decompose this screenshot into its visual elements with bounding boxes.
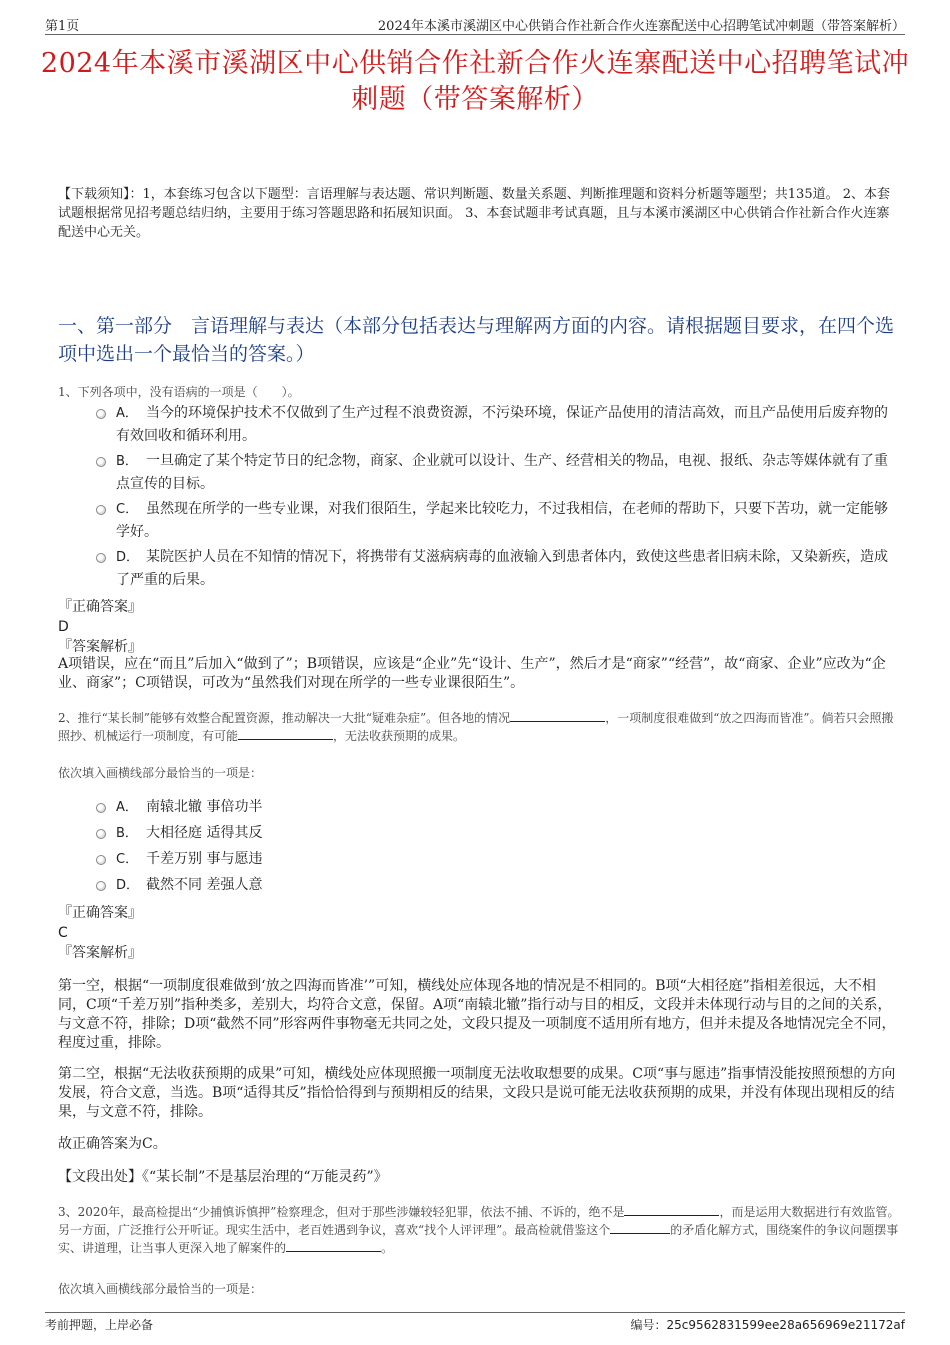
q1-option-d[interactable]: D． 某院医护人员在不知情的情况下，将携带有艾滋病病毒的血液输入到患者体内，致使这些患者旧病未除，又染新疾，造成了严重的后果。 — [92, 546, 895, 591]
q1-analysis: A项错误，应在“而且”后加入“做到了”；B项错误，应该是“企业”先“设计、生产”，然后才是“商家”“经营”，故“商家、企业”应改为“企业、商家”；C项错误，可改为“虽然我们对现在所学的一些专业课很陌生”。 — [58, 656, 886, 691]
q1-answer — [58, 597, 900, 657]
answer-label: 『正确答案』 — [58, 905, 142, 921]
q2-stem: 2、推行“某长制”能够有效整合配置资源，推动解决一大批“疑难杂症”。但各地的情况 ，一项制度很难做到“放之四海而皆准”。倘若只会照搬照抄、机械运行一项制度，有可能 ，无法收获预期的成果。 — [58, 711, 894, 743]
q1-options — [92, 402, 895, 594]
radio-icon[interactable] — [96, 803, 106, 813]
fill-blank — [510, 709, 605, 722]
section-heading: 一、第一部分 言语理解与表达（本部分包括表达与理解两方面的内容。请根据题目要求，在四个选项中选出一个最恰当的答案。） — [58, 315, 895, 365]
radio-icon[interactable] — [96, 855, 106, 865]
fill-blank — [624, 1203, 719, 1216]
fill-blank — [286, 1239, 381, 1252]
q2-option-a[interactable]: A． 南辕北辙 事倍功半 — [92, 796, 895, 819]
answer-label: 『正确答案』 — [58, 599, 142, 615]
answer-value: D — [58, 619, 69, 635]
q1-option-b[interactable]: B． 一旦确定了某个特定节日的纪念物，商家、企业就可以设计、生产、经营相关的物品，电视、报纸、杂志等媒体就有了重点宣传的目标。 — [92, 450, 895, 495]
header-title: 2024年本溪市溪湖区中心供销合作社新合作火连寨配送中心招聘笔试冲刺题（带答案解析） — [377, 19, 905, 34]
radio-icon[interactable] — [96, 829, 106, 839]
q2-conclusion: 故正确答案为C。 — [58, 1136, 167, 1152]
page-footer — [45, 1312, 905, 1332]
footer-slogan: 考前押题，上岸必备 — [45, 1318, 154, 1332]
radio-icon[interactable] — [96, 505, 106, 515]
q1-option-a[interactable]: A． 当今的环境保护技术不仅做到了生产过程不浪费资源，不污染环境，保证产品使用的清洁高效，而且产品使用后废弃物的有效回收和循环利用。 — [92, 402, 895, 447]
fill-blank — [238, 727, 333, 740]
radio-icon[interactable] — [96, 457, 106, 467]
radio-icon[interactable] — [96, 553, 106, 563]
page-number: 第1页 — [45, 19, 80, 34]
analysis-label: 『答案解析』 — [58, 945, 142, 961]
fill-blank — [610, 1221, 670, 1234]
q3-stem: 3、2020年，最高检提出“少捕慎诉慎押”检察理念，但对于那些涉嫌较轻犯罪，依法不捕、不诉的，绝不是 ，而是运用大数据进行有效监管。另一方面，广泛推行公开听证。现实生活中，老百姓遇到争议，喜欢“找个人评评理”。最高检就借鉴这个 的矛盾化解方式，围绕案件的争议问题摆事实、讲道理，让当事人更深入地了解案件的 。 — [58, 1205, 900, 1255]
q2-answer — [58, 903, 900, 963]
analysis-label: 『答案解析』 — [58, 639, 142, 655]
download-notice: 【下载须知】：1，本套练习包含以下题型：言语理解与表达题、常识判断题、数量关系题、判断推理题和资料分析题等题型；共135道。 2、本套试题根据常见招考题总结归纳，主要用于练习答题思路和拓展知识面。 3、本套试题非考试真题，且与本溪市溪湖区中心供销合作社新合作火连寨配送中心无关。 — [58, 187, 890, 240]
q2-analysis-p1: 第一空，根据“一项制度很难做到‘放之四海而皆准’”可知，横线处应体现各地的情况是不相同的。B项“大相径庭”指相差很远，大不相同，C项“千差万别”指种类多，差别大，均符合文意，保留。A项“南辕北辙”指行动与目的相反，文段并未体现行动与目的之间的关系，与文意不符，排除；D项“截然不同”形容两件事物毫无共同之处，文段只提及一项制度不适用所有地方，但并未提及各地情况完全不同，程度过重，排除。 — [58, 978, 896, 1051]
q2-option-d[interactable]: D． 截然不同 差强人意 — [92, 874, 895, 897]
q2-option-c[interactable]: C． 千差万别 事与愿违 — [92, 848, 895, 871]
page-header — [45, 13, 905, 35]
q2-analysis-p2: 第二空，根据“无法收获预期的成果”可知，横线处应体现照搬一项制度无法收取想要的成果。C项“事与愿违”指事情没能按照预想的方向发展，符合文意，当选。B项“适得其反”指恰恰得到与预期相反的结果，文段只是说可能无法收获预期的成果，并没有体现出现相反的结果，与文意不符，排除。 — [58, 1066, 896, 1120]
q2-prompt: 依次填入画横线部分最恰当的一项是： — [58, 766, 263, 780]
q1-option-c[interactable]: C． 虽然现在所学的一些专业课，对我们很陌生，学起来比较吃力，不过我相信，在老师的帮助下，只要下苦功，就一定能够学好。 — [92, 498, 895, 543]
footer-code: 编号：25c9562831599ee28a656969e21172af — [630, 1318, 905, 1332]
answer-value: C — [58, 925, 68, 941]
q3-prompt: 依次填入画横线部分最恰当的一项是： — [58, 1282, 263, 1296]
radio-icon[interactable] — [96, 881, 106, 891]
q2-options — [92, 796, 895, 900]
q2-option-b[interactable]: B． 大相径庭 适得其反 — [92, 822, 895, 845]
radio-icon[interactable] — [96, 409, 106, 419]
q1-stem: 1、下列各项中，没有语病的一项是（ ）。 — [58, 385, 300, 399]
q2-source: 【文段出处】《“某长制”不是基层治理的“万能灵药”》 — [58, 1169, 388, 1185]
document-title: 2024年本溪市溪湖区中心供销合作社新合作火连寨配送中心招聘笔试冲刺题（带答案解析） — [40, 48, 910, 115]
